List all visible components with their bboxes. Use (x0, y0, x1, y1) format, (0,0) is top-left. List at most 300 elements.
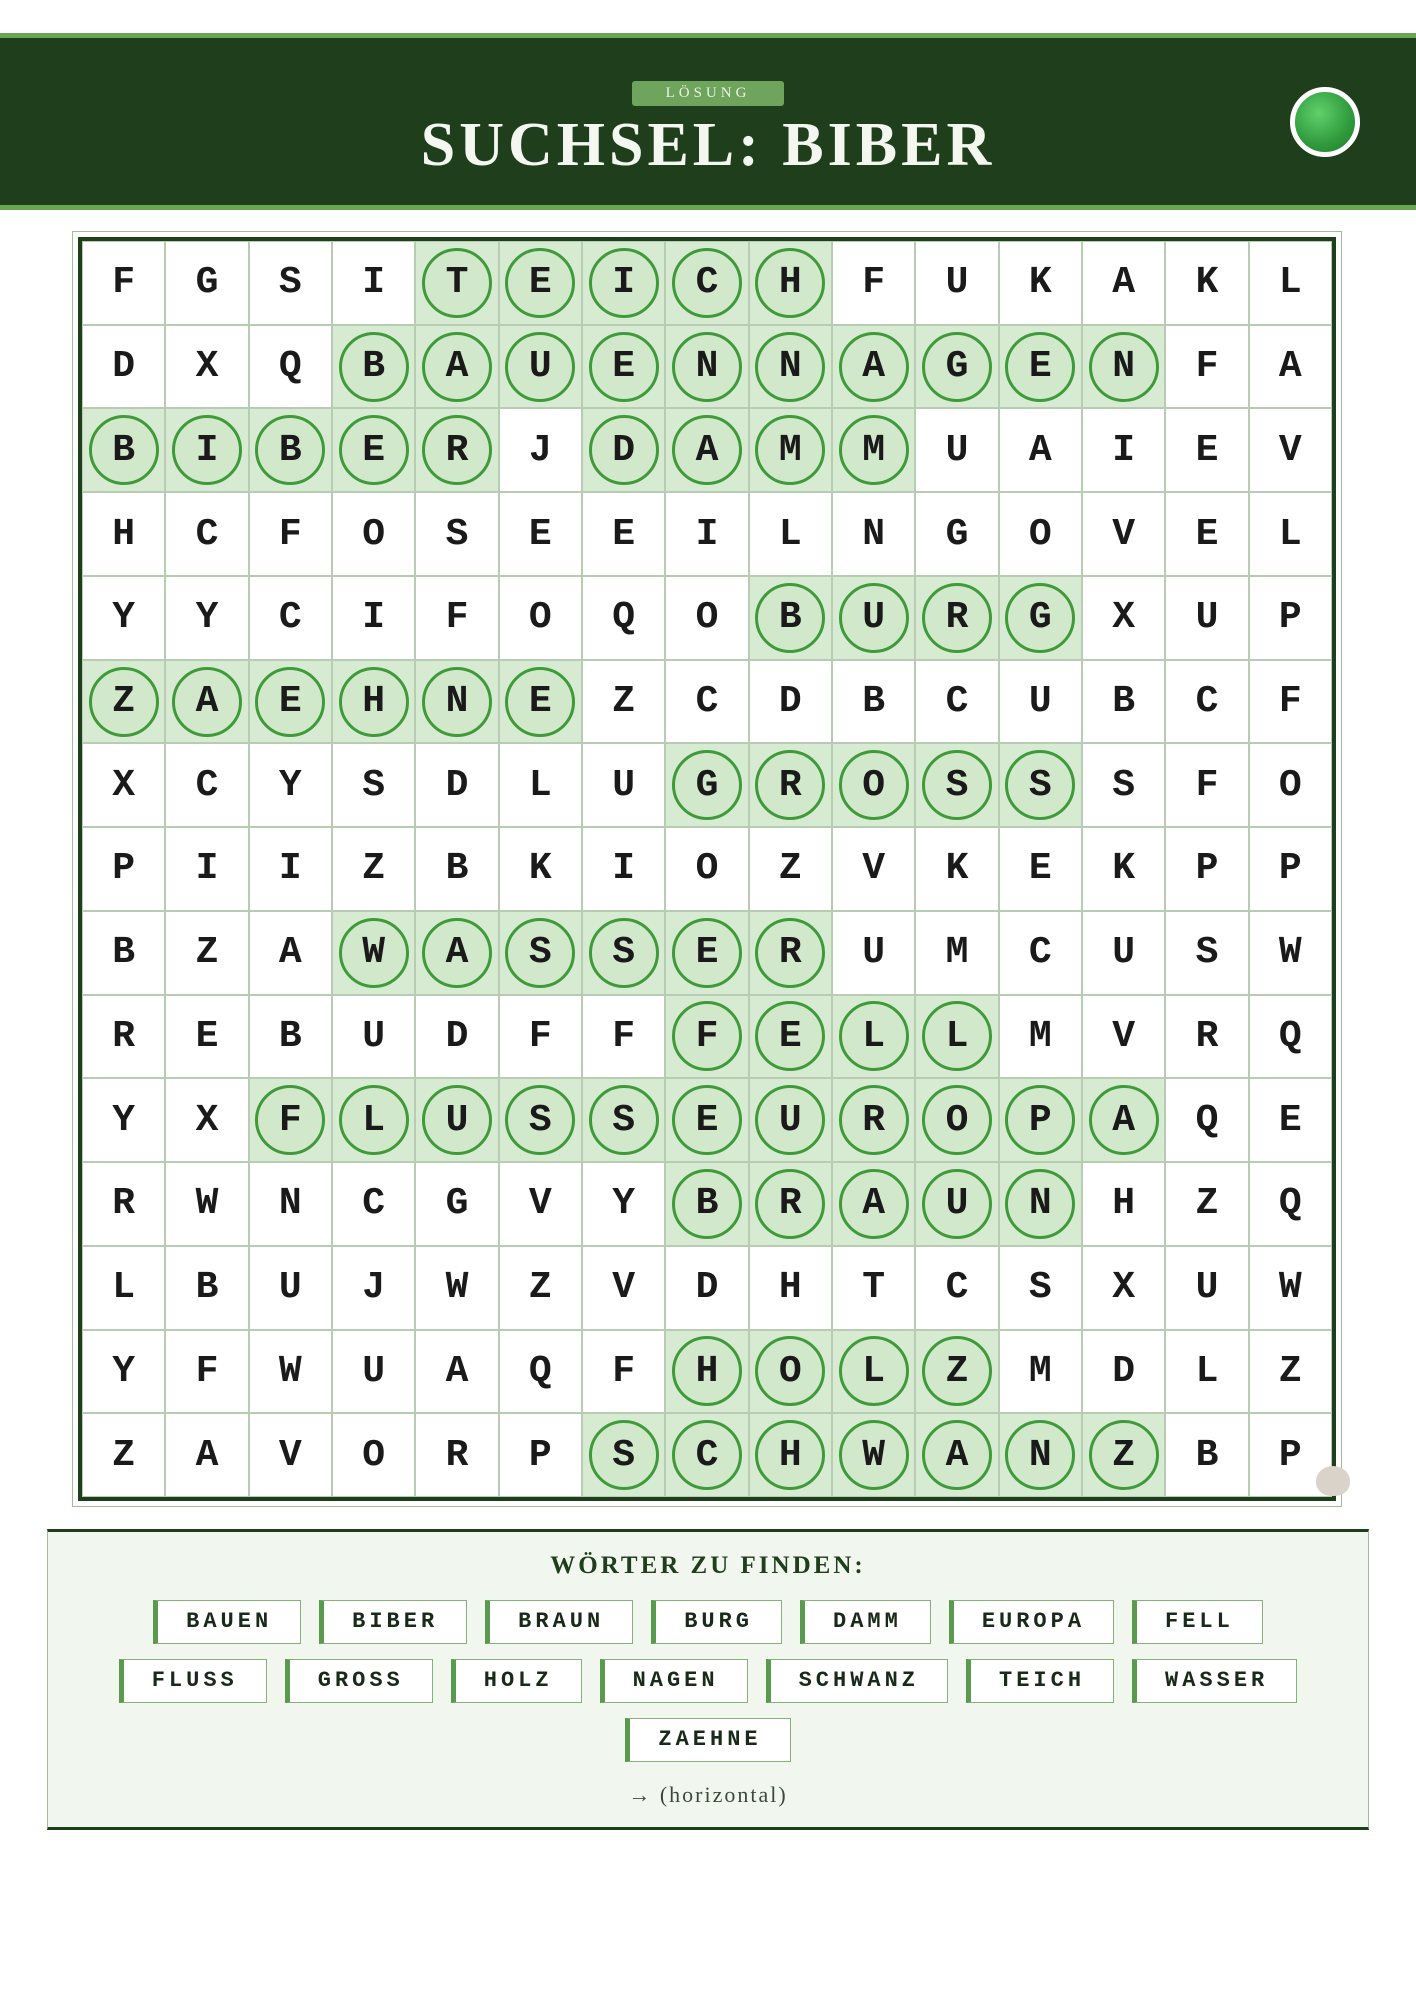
word-chip: ZAEHNE (625, 1718, 790, 1762)
grid-cell[interactable] (999, 1078, 1082, 1162)
grid-cell[interactable] (749, 827, 832, 911)
grid-cell[interactable] (749, 576, 832, 660)
grid-cell[interactable] (165, 911, 248, 995)
grid-letter: P (1278, 596, 1302, 640)
grid-cell[interactable] (82, 325, 165, 409)
grid-cell[interactable] (82, 660, 165, 744)
grid-cell[interactable] (832, 1246, 915, 1330)
grid-cell[interactable] (1249, 743, 1332, 827)
grid-letter: I (362, 596, 386, 640)
grid-cell[interactable] (165, 325, 248, 409)
grid-letter: R (112, 1014, 136, 1058)
grid-cell[interactable] (665, 743, 748, 827)
grid-letter: D (612, 428, 636, 472)
grid-cell[interactable] (499, 911, 582, 995)
grid-cell[interactable] (999, 911, 1082, 995)
grid-cell[interactable] (582, 1078, 665, 1162)
grid-cell[interactable] (665, 1162, 748, 1246)
grid-cell[interactable] (249, 325, 332, 409)
grid-letter: F (862, 261, 886, 305)
grid-letter: M (945, 931, 969, 975)
grid-cell[interactable] (499, 576, 582, 660)
grid-cell[interactable] (832, 827, 915, 911)
grid-cell[interactable] (332, 492, 415, 576)
grid-cell[interactable] (999, 408, 1082, 492)
grid-cell[interactable] (249, 1413, 332, 1497)
grid-cell[interactable] (415, 241, 498, 325)
grid-letter: A (945, 1433, 969, 1477)
grid-cell[interactable] (249, 576, 332, 660)
grid-letter: M (1028, 1014, 1052, 1058)
grid-cell[interactable] (415, 408, 498, 492)
grid-cell[interactable] (415, 1078, 498, 1162)
grid-cell[interactable] (1249, 325, 1332, 409)
grid-cell[interactable] (749, 492, 832, 576)
grid-cell[interactable] (665, 325, 748, 409)
grid-letter: S (1195, 931, 1219, 975)
grid-letter: N (778, 345, 802, 389)
grid-letter: V (862, 847, 886, 891)
grid-cell[interactable] (1165, 827, 1248, 911)
grid-cell[interactable] (249, 1162, 332, 1246)
grid-cell[interactable] (499, 492, 582, 576)
grid-cell[interactable] (915, 492, 998, 576)
grid-letter: H (778, 261, 802, 305)
grid-cell[interactable] (832, 743, 915, 827)
grid-letter: B (862, 680, 886, 724)
grid-cell[interactable] (999, 241, 1082, 325)
grid-cell[interactable] (1082, 1162, 1165, 1246)
grid-cell[interactable] (582, 911, 665, 995)
grid-cell[interactable] (1165, 660, 1248, 744)
grid-cell[interactable] (582, 1330, 665, 1414)
grid-cell[interactable] (82, 1330, 165, 1414)
grid-cell[interactable] (665, 995, 748, 1079)
grid-cell[interactable] (415, 743, 498, 827)
grid-cell[interactable] (415, 827, 498, 911)
grid-cell[interactable] (999, 1246, 1082, 1330)
grid-cell[interactable] (415, 1330, 498, 1414)
grid-cell[interactable] (249, 1330, 332, 1414)
grid-letter: F (278, 512, 302, 556)
grid-cell[interactable] (665, 1330, 748, 1414)
grid-cell[interactable] (1082, 1330, 1165, 1414)
grid-letter: Y (612, 1182, 636, 1226)
grid-cell[interactable] (1249, 660, 1332, 744)
grid-cell[interactable] (1165, 1246, 1248, 1330)
grid-cell[interactable] (665, 241, 748, 325)
grid-cell[interactable] (999, 1413, 1082, 1497)
grid-cell[interactable] (665, 492, 748, 576)
grid-letter: E (362, 428, 386, 472)
grid-cell[interactable] (915, 1330, 998, 1414)
grid-cell[interactable] (332, 660, 415, 744)
grid-letter: M (1028, 1349, 1052, 1393)
grid-cell[interactable] (165, 241, 248, 325)
grid-cell[interactable] (582, 1413, 665, 1497)
grid-cell[interactable] (1165, 1413, 1248, 1497)
grid-cell[interactable] (332, 1246, 415, 1330)
grid-letter: X (195, 1098, 219, 1142)
grid-cell[interactable] (999, 492, 1082, 576)
grid-cell[interactable] (582, 827, 665, 911)
grid-cell[interactable] (1249, 492, 1332, 576)
grid-cell[interactable] (832, 241, 915, 325)
grid-cell[interactable] (832, 325, 915, 409)
grid-cell[interactable] (415, 1162, 498, 1246)
grid-letter: E (195, 1014, 219, 1058)
grid-cell[interactable] (165, 408, 248, 492)
grid-cell[interactable] (499, 1078, 582, 1162)
grid-letter: E (528, 680, 552, 724)
grid-cell[interactable] (165, 995, 248, 1079)
grid-cell[interactable] (82, 995, 165, 1079)
grid-cell[interactable] (832, 408, 915, 492)
grid-cell[interactable] (249, 408, 332, 492)
grid-cell[interactable] (332, 325, 415, 409)
grid-cell[interactable] (332, 1162, 415, 1246)
grid-cell[interactable] (915, 1246, 998, 1330)
grid-cell[interactable] (1165, 492, 1248, 576)
grid-cell[interactable] (332, 1330, 415, 1414)
grid-cell[interactable] (915, 827, 998, 911)
grid-cell[interactable] (665, 408, 748, 492)
grid-letter: O (1028, 512, 1052, 556)
grid-cell[interactable] (415, 995, 498, 1079)
grid-cell[interactable] (499, 743, 582, 827)
grid-letter: U (1112, 931, 1136, 975)
grid-cell[interactable] (665, 911, 748, 995)
grid-cell[interactable] (749, 1078, 832, 1162)
grid-cell[interactable] (665, 1078, 748, 1162)
grid-cell[interactable] (749, 241, 832, 325)
grid-letter: Y (112, 1098, 136, 1142)
grid-cell[interactable] (332, 241, 415, 325)
grid-cell[interactable] (999, 325, 1082, 409)
grid-cell[interactable] (82, 408, 165, 492)
grid-cell[interactable] (165, 492, 248, 576)
grid-cell[interactable] (1082, 1078, 1165, 1162)
grid-cell[interactable] (165, 576, 248, 660)
grid-cell[interactable] (582, 1162, 665, 1246)
grid-cell[interactable] (665, 1413, 748, 1497)
grid-cell[interactable] (165, 660, 248, 744)
grid-cell[interactable] (1165, 995, 1248, 1079)
grid-cell[interactable] (82, 1246, 165, 1330)
grid-letter: H (778, 1433, 802, 1477)
grid-letter: H (1112, 1182, 1136, 1226)
grid-cell[interactable] (415, 325, 498, 409)
grid-cell[interactable] (999, 743, 1082, 827)
grid-cell[interactable] (832, 492, 915, 576)
grid-cell[interactable] (1165, 911, 1248, 995)
grid-cell[interactable] (582, 408, 665, 492)
grid-cell[interactable] (582, 492, 665, 576)
grid-cell[interactable] (249, 995, 332, 1079)
grid-cell[interactable] (915, 660, 998, 744)
word-row (48, 1718, 1368, 1762)
grid-cell[interactable] (499, 408, 582, 492)
grid-cell[interactable] (1249, 576, 1332, 660)
grid-cell[interactable] (749, 1246, 832, 1330)
grid-cell[interactable] (1249, 1330, 1332, 1414)
grid-cell[interactable] (165, 1078, 248, 1162)
grid-cell[interactable] (1249, 241, 1332, 325)
grid-cell[interactable] (499, 1413, 582, 1497)
grid-cell[interactable] (249, 1078, 332, 1162)
grid-cell[interactable] (1082, 1246, 1165, 1330)
grid-letter: R (778, 931, 802, 975)
grid-cell[interactable] (1082, 576, 1165, 660)
grid-cell[interactable] (165, 743, 248, 827)
grid-cell[interactable] (332, 911, 415, 995)
grid-letter: L (528, 763, 552, 807)
grid-cell[interactable] (332, 1078, 415, 1162)
grid-cell[interactable] (665, 576, 748, 660)
grid-cell[interactable] (499, 241, 582, 325)
grid-cell[interactable] (915, 325, 998, 409)
grid-cell[interactable] (1249, 1246, 1332, 1330)
grid-cell[interactable] (832, 911, 915, 995)
grid-letter: R (445, 428, 469, 472)
grid-letter: Y (112, 596, 136, 640)
word-chip: DAMM (800, 1600, 931, 1644)
grid-cell[interactable] (1082, 325, 1165, 409)
grid-cell[interactable] (165, 1246, 248, 1330)
grid-cell[interactable] (915, 911, 998, 995)
grid-letter: O (1278, 763, 1302, 807)
grid-cell[interactable] (749, 660, 832, 744)
grid-cell[interactable] (332, 1413, 415, 1497)
grid-cell[interactable] (1082, 1413, 1165, 1497)
grid-cell[interactable] (82, 241, 165, 325)
grid-letter: Q (1278, 1182, 1302, 1226)
grid-letter: Q (612, 596, 636, 640)
grid-cell[interactable] (832, 1078, 915, 1162)
grid-cell[interactable] (82, 1162, 165, 1246)
grid-cell[interactable] (82, 576, 165, 660)
grid-cell[interactable] (999, 827, 1082, 911)
grid-cell[interactable] (1249, 1162, 1332, 1246)
grid-cell[interactable] (165, 1330, 248, 1414)
grid-cell[interactable] (582, 1246, 665, 1330)
grid-letter: K (1028, 261, 1052, 305)
grid-cell[interactable] (82, 1413, 165, 1497)
grid-cell[interactable] (415, 660, 498, 744)
grid-cell[interactable] (415, 1413, 498, 1497)
grid-cell[interactable] (82, 1078, 165, 1162)
grid-letter: C (945, 680, 969, 724)
grid-letter: F (612, 1349, 636, 1393)
grid-cell[interactable] (915, 1078, 998, 1162)
grid-letter: Y (195, 596, 219, 640)
grid-letter: P (1278, 1433, 1302, 1477)
word-chip: TEICH (966, 1659, 1114, 1703)
grid-cell[interactable] (249, 911, 332, 995)
grid-letter: Z (1112, 1433, 1136, 1477)
grid-letter: V (278, 1433, 302, 1477)
grid-cell[interactable] (1165, 408, 1248, 492)
grid-cell[interactable] (915, 408, 998, 492)
grid-cell[interactable] (582, 995, 665, 1079)
grid-letter: S (445, 512, 469, 556)
grid-cell[interactable] (1249, 408, 1332, 492)
grid-cell[interactable] (332, 827, 415, 911)
grid-letter: C (945, 1266, 969, 1310)
grid-cell[interactable] (1165, 1078, 1248, 1162)
grid-cell[interactable] (999, 1330, 1082, 1414)
grid-cell[interactable] (499, 1162, 582, 1246)
grid-letter: V (1112, 512, 1136, 556)
grid-cell[interactable] (1082, 995, 1165, 1079)
grid-cell[interactable] (582, 576, 665, 660)
grid-letter: O (862, 763, 886, 807)
grid-cell[interactable] (165, 827, 248, 911)
grid-cell[interactable] (915, 1413, 998, 1497)
grid-cell[interactable] (499, 1246, 582, 1330)
grid-cell[interactable] (82, 743, 165, 827)
grid-cell[interactable] (1082, 241, 1165, 325)
grid-cell[interactable] (749, 1162, 832, 1246)
grid-cell[interactable] (665, 660, 748, 744)
grid-cell[interactable] (1249, 827, 1332, 911)
grid-cell[interactable] (249, 241, 332, 325)
grid-cell[interactable] (249, 492, 332, 576)
grid-cell[interactable] (249, 1246, 332, 1330)
grid-letter: Z (1195, 1182, 1219, 1226)
grid-letter: G (445, 1182, 469, 1226)
grid-letter: I (612, 847, 636, 891)
grid-cell[interactable] (1165, 241, 1248, 325)
grid-letter: F (445, 596, 469, 640)
grid-cell[interactable] (1249, 911, 1332, 995)
grid-cell[interactable] (415, 1246, 498, 1330)
grid-letter: E (528, 512, 552, 556)
grid-cell[interactable] (165, 1162, 248, 1246)
grid-letter: S (362, 763, 386, 807)
grid-letter: L (862, 1014, 886, 1058)
grid-cell[interactable] (665, 1246, 748, 1330)
grid-cell[interactable] (332, 743, 415, 827)
grid-cell[interactable] (915, 241, 998, 325)
grid-cell[interactable] (749, 325, 832, 409)
grid-cell[interactable] (1082, 743, 1165, 827)
grid-cell[interactable] (582, 743, 665, 827)
grid-cell[interactable] (1082, 911, 1165, 995)
grid-cell[interactable] (499, 325, 582, 409)
grid-letter: F (278, 1098, 302, 1142)
grid-letter: I (362, 261, 386, 305)
grid-cell[interactable] (499, 1330, 582, 1414)
grid-cell[interactable] (1165, 325, 1248, 409)
grid-cell[interactable] (1082, 660, 1165, 744)
grid-cell[interactable] (832, 1330, 915, 1414)
grid-cell[interactable] (332, 995, 415, 1079)
grid-cell[interactable] (82, 911, 165, 995)
grid-cell[interactable] (582, 241, 665, 325)
grid-cell[interactable] (499, 827, 582, 911)
grid-letter: E (612, 512, 636, 556)
grid-cell[interactable] (249, 660, 332, 744)
grid-cell[interactable] (999, 660, 1082, 744)
grid-letter: U (612, 763, 636, 807)
grid-letter: C (1195, 680, 1219, 724)
grid-letter: F (112, 261, 136, 305)
grid-cell[interactable] (999, 1162, 1082, 1246)
grid-letter: X (195, 345, 219, 389)
grid-cell[interactable] (1082, 408, 1165, 492)
grid-cell[interactable] (749, 408, 832, 492)
grid-cell[interactable] (82, 492, 165, 576)
grid-letter: N (1028, 1182, 1052, 1226)
grid-cell[interactable] (749, 995, 832, 1079)
grid-cell[interactable] (582, 325, 665, 409)
grid-cell[interactable] (1165, 743, 1248, 827)
grid-cell[interactable] (832, 1413, 915, 1497)
grid-cell[interactable] (332, 408, 415, 492)
grid-cell[interactable] (832, 576, 915, 660)
grid-letter: E (778, 1014, 802, 1058)
grid-letter: N (278, 1182, 302, 1226)
grid-cell[interactable] (749, 743, 832, 827)
grid-cell[interactable] (999, 576, 1082, 660)
grid-letter: I (695, 512, 719, 556)
grid-letter: U (945, 261, 969, 305)
grid-cell[interactable] (832, 995, 915, 1079)
grid-cell[interactable] (1165, 576, 1248, 660)
grid-letter: G (945, 345, 969, 389)
grid-cell[interactable] (832, 1162, 915, 1246)
grid-cell[interactable] (1165, 1330, 1248, 1414)
grid-cell[interactable] (749, 1330, 832, 1414)
grid-cell[interactable] (249, 827, 332, 911)
grid-cell[interactable] (415, 492, 498, 576)
grid-letter: S (528, 1098, 552, 1142)
grid-letter: E (1028, 345, 1052, 389)
grid-cell[interactable] (499, 660, 582, 744)
grid-cell[interactable] (332, 576, 415, 660)
grid-letter: K (1112, 847, 1136, 891)
letter-grid (78, 237, 1336, 1501)
grid-cell[interactable] (915, 743, 998, 827)
grid-letter: A (195, 1433, 219, 1477)
grid-cell[interactable] (415, 576, 498, 660)
grid-cell[interactable] (999, 995, 1082, 1079)
grid-cell[interactable] (165, 1413, 248, 1497)
grid-cell[interactable] (415, 911, 498, 995)
grid-cell[interactable] (915, 576, 998, 660)
grid-cell[interactable] (499, 995, 582, 1079)
grid-letter: Z (1278, 1349, 1302, 1393)
grid-letter: S (1028, 763, 1052, 807)
grid-cell[interactable] (1082, 492, 1165, 576)
grid-cell[interactable] (915, 995, 998, 1079)
grid-letter: S (945, 763, 969, 807)
grid-cell[interactable] (1082, 827, 1165, 911)
grid-cell[interactable] (1165, 1162, 1248, 1246)
grid-cell[interactable] (749, 911, 832, 995)
grid-cell[interactable] (915, 1162, 998, 1246)
grid-cell[interactable] (249, 743, 332, 827)
grid-cell[interactable] (749, 1413, 832, 1497)
grid-cell[interactable] (82, 827, 165, 911)
grid-cell[interactable] (1249, 1078, 1332, 1162)
grid-cell[interactable] (832, 660, 915, 744)
grid-cell[interactable] (582, 660, 665, 744)
grid-letter: N (862, 512, 886, 556)
grid-cell[interactable] (665, 827, 748, 911)
grid-cell[interactable] (1249, 995, 1332, 1079)
